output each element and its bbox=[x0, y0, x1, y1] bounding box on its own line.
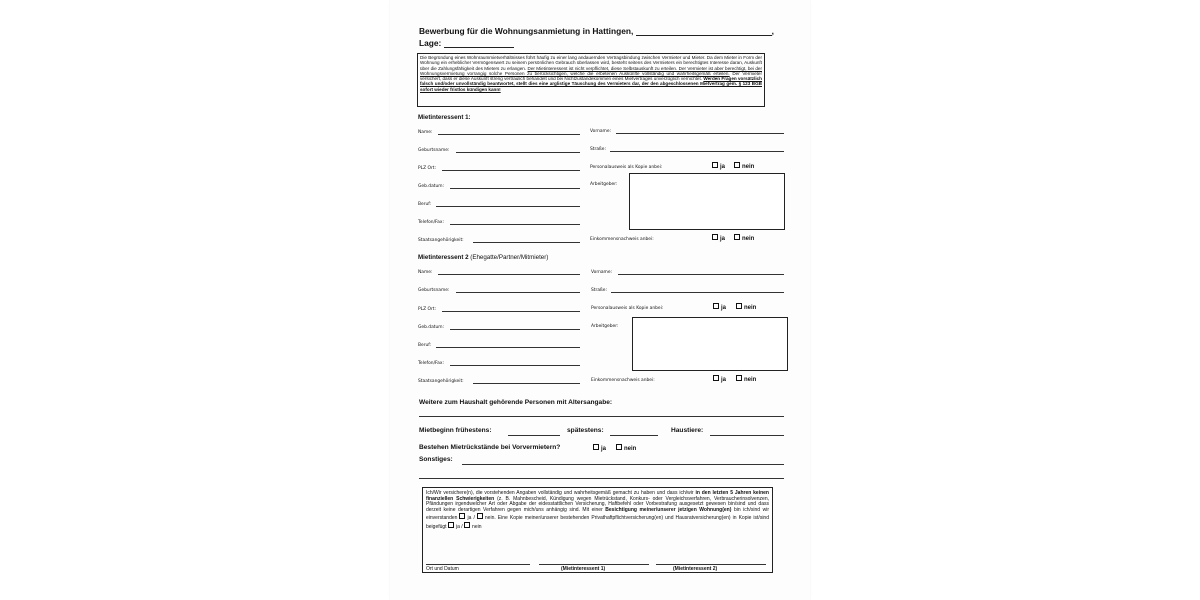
checkbox-icon bbox=[712, 162, 718, 168]
checkbox-icon bbox=[713, 375, 719, 381]
a1-nationality-line[interactable] bbox=[473, 242, 580, 243]
form-title: Bewerbung für die Wohnungsanmietung in Hattingen, , bbox=[419, 26, 774, 36]
a2-nationality-line[interactable] bbox=[473, 383, 580, 384]
a2-street-line[interactable] bbox=[611, 292, 784, 293]
a2-phone-label: Telefon/Fax: bbox=[418, 361, 444, 366]
a2-job-label: Beruf: bbox=[418, 343, 432, 348]
household-line[interactable] bbox=[419, 416, 784, 417]
applicant1-heading: Mietinteressent 1: bbox=[418, 114, 471, 121]
a2-id-yes[interactable]: ja bbox=[713, 303, 726, 311]
a2-employer-label: Arbeitgeber: bbox=[591, 324, 619, 329]
checkbox-icon[interactable] bbox=[477, 513, 483, 519]
a1-name-line[interactable] bbox=[438, 134, 580, 135]
a1-birthname-label: Geburtsname: bbox=[418, 148, 450, 153]
move-in-latest-line[interactable] bbox=[610, 435, 658, 436]
a2-name-line[interactable] bbox=[438, 274, 580, 275]
a2-birthdate-label: Geb.datum: bbox=[418, 325, 445, 330]
arrears-label: Bestehen Mietrückstände bei Vorvermietern? bbox=[419, 444, 561, 451]
a1-birthdate-line[interactable] bbox=[450, 188, 580, 189]
lage-field-line[interactable] bbox=[444, 40, 514, 48]
a1-birthname-line[interactable] bbox=[456, 152, 580, 153]
a1-id-yes[interactable]: ja bbox=[712, 162, 725, 170]
a1-job-label: Beruf: bbox=[418, 202, 432, 207]
applicant2-heading: Mietinteressent 2 (Ehegatte/Partner/Mitmieter) bbox=[418, 254, 549, 261]
a1-birthdate-label: Geb.datum: bbox=[418, 184, 445, 189]
signature-place-label: Ort und Datum bbox=[426, 566, 459, 572]
checkbox-icon[interactable] bbox=[464, 522, 470, 528]
a1-employer-box[interactable] bbox=[629, 173, 785, 230]
arrears-no[interactable]: nein bbox=[616, 444, 636, 452]
checkbox-icon bbox=[734, 234, 740, 240]
a1-firstname-label: Vorname: bbox=[590, 129, 612, 134]
a1-phone-label: Telefon/Fax: bbox=[418, 220, 444, 225]
a2-id-no[interactable]: nein bbox=[736, 303, 756, 311]
a2-zip-city-line[interactable] bbox=[442, 311, 580, 312]
a1-zip-city-label: PLZ Ort: bbox=[418, 166, 436, 171]
pets-line[interactable] bbox=[710, 435, 784, 436]
application-form-page bbox=[390, 0, 810, 600]
signature-2-label: (Mietinteressent 2) bbox=[673, 566, 718, 572]
a2-job-line[interactable] bbox=[436, 347, 580, 348]
declaration-text: Ich/Wir versichere(n), die vorstehenden Angaben vollständig und wahrheitsgemäß gemacht zu haben und dass ich/wir in den letzten 5 Jahren keinen finanziellen Schwierigkeiten (z. B. Mahnbescheid, Kündigung wegen Mietrückstand, Konkurs- oder Vergleichsverfahren, Verbraucherinsolvenzen, Pfändungen irgendwelcher Art oder Abgabe der eidesstattlichen Versicherung, Haftbefehl oder Vorbestrafung ausgesetzt gewesen bin/sind und dass derzeit keine derartigen Verfahren gegen mich/uns anhängig sind. Mit einer Besichtigung meiner/unserer jetzigen Wohnung(en) bin ich/sind wir einverstanden ja / nein. Eine Kopie meiner/unserer bestehenden Privathaftpflichtversicherung(en) und Hausratversicherung(en) in Kopie ist/sind beigefügt ja / nein bbox=[426, 490, 770, 530]
pets-label: Haustiere: bbox=[671, 427, 704, 434]
a2-firstname-label: Vorname: bbox=[591, 270, 613, 275]
declaration-box bbox=[422, 487, 773, 573]
a1-street-label: Straße: bbox=[590, 147, 606, 152]
a2-firstname-line[interactable] bbox=[618, 274, 784, 275]
a1-income-no[interactable]: nein bbox=[734, 234, 754, 242]
a1-firstname-line[interactable] bbox=[616, 133, 784, 134]
a2-birthdate-line[interactable] bbox=[450, 329, 580, 330]
signature-1-label: (Mietinteressent 1) bbox=[561, 566, 606, 572]
lage-row: Lage: bbox=[419, 38, 514, 48]
move-in-latest-label: spätestens: bbox=[567, 427, 604, 434]
other-line-2[interactable] bbox=[419, 478, 784, 479]
a1-job-line[interactable] bbox=[436, 206, 580, 207]
a2-birthname-label: Geburtsname: bbox=[418, 288, 450, 293]
a1-id-no[interactable]: nein bbox=[734, 162, 754, 170]
a2-birthname-line[interactable] bbox=[456, 292, 580, 293]
a2-zip-city-label: PLZ Ort: bbox=[418, 307, 436, 312]
checkbox-icon bbox=[713, 303, 719, 309]
signature-place-line[interactable] bbox=[426, 564, 530, 565]
arrears-yes[interactable]: ja bbox=[593, 444, 606, 452]
signature-2-line[interactable] bbox=[656, 564, 766, 565]
a1-street-line[interactable] bbox=[610, 151, 784, 152]
a2-employer-box[interactable] bbox=[632, 317, 788, 371]
checkbox-icon[interactable] bbox=[459, 513, 465, 519]
a1-nationality-label: Staatsangehörigkeit: bbox=[418, 238, 464, 243]
a2-id-label: Personalausweis als Kopie anbei: bbox=[591, 306, 664, 311]
a2-income-yes[interactable]: ja bbox=[713, 375, 726, 383]
a2-name-label: Name: bbox=[418, 270, 433, 275]
move-in-earliest-label: Mietbeginn frühestens: bbox=[419, 427, 492, 434]
a2-nationality-label: Staatsangehörigkeit: bbox=[418, 379, 464, 384]
a1-employer-label: Arbeitgeber: bbox=[590, 182, 618, 187]
signature-1-line[interactable] bbox=[539, 564, 649, 565]
notice-box: Die Begründung eines Wohnraummietverhältnisses führt häufig zu einer lang andauernden Vertragsbindung zwischen Vermieter und Mieter. Da dem Mieter in Form der Wohnung ein erheblicher Vermögenswert zu seinem persönlichen Gebrauch überlassen wird, besteht seitens des Vermieters ein berechtigtes Interesse daran, Auskunft über die Zahlungsfähigkeit des Mieters zu erlangen. Der Mietinteressent ist nicht verpflichtet, diese Selbstauskunft zu erteilen. Der Vermieter ist aber berechtigt, bei der Wohnungsvermietung vorrangig solche Personen zu berücksichtigen, welche die erbetenen Auskünfte vollständig und wahrheitsgemäß erteilen. Der Vermieter versichert, dass er diese Auskunft streng vertraulich behandelt und bei Nichtzustandekommen eines Mietvertrages unverzüglich vernichtet. Werden Fragen vorsätzlich falsch und/oder unvollständig beantwortet, stellt dies eine arglistige Täuschung des Vermieters dar, der den abgeschlossenen Mietvertrag gem. § 123 BGB sofort wieder fristlos kündigen kann! bbox=[417, 53, 765, 107]
other-line[interactable] bbox=[462, 464, 784, 465]
checkbox-icon bbox=[593, 444, 599, 450]
move-in-earliest-line[interactable] bbox=[508, 435, 560, 436]
checkbox-icon bbox=[736, 375, 742, 381]
checkbox-icon[interactable] bbox=[448, 522, 454, 528]
a2-income-no[interactable]: nein bbox=[736, 375, 756, 383]
a1-zip-city-line[interactable] bbox=[442, 170, 580, 171]
a1-name-label: Name: bbox=[418, 130, 433, 135]
location-field-line[interactable] bbox=[636, 28, 772, 36]
checkbox-icon bbox=[734, 162, 740, 168]
checkbox-icon bbox=[712, 234, 718, 240]
a1-income-yes[interactable]: ja bbox=[712, 234, 725, 242]
a2-street-label: Straße: bbox=[591, 288, 607, 293]
a2-phone-line[interactable] bbox=[450, 365, 580, 366]
checkbox-icon bbox=[616, 444, 622, 450]
a1-income-label: Einkommensnachweis anbei: bbox=[590, 237, 654, 242]
a1-phone-line[interactable] bbox=[450, 224, 580, 225]
other-label: Sonstiges: bbox=[419, 456, 453, 463]
a2-income-label: Einkommensnachweis anbei: bbox=[591, 378, 655, 383]
a1-id-label: Personalausweis als Kopie anbei: bbox=[590, 165, 663, 170]
household-label: Weitere zum Haushalt gehörende Personen mit Altersangabe: bbox=[419, 399, 613, 406]
checkbox-icon bbox=[736, 303, 742, 309]
